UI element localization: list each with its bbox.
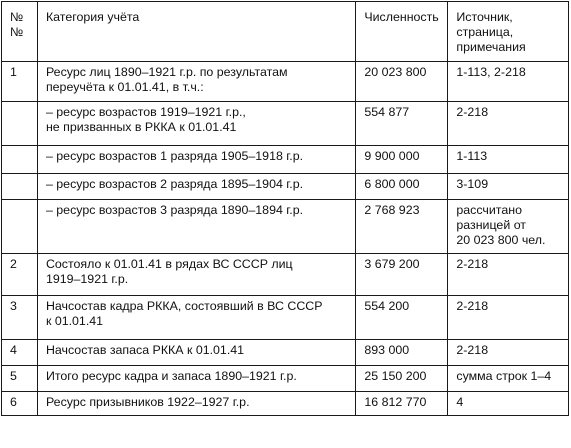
table-row	[2, 102, 569, 146]
cell-num: 4	[2, 340, 38, 366]
cell-source: 2-218	[448, 102, 569, 146]
cell-num	[2, 146, 38, 174]
cell-count: 20 023 800	[356, 62, 448, 102]
cell-source: 1-113, 2-218	[448, 62, 569, 102]
header-source	[448, 2, 569, 62]
cell-source: 2-218	[448, 254, 569, 296]
cell-count: 16 812 770	[356, 392, 448, 416]
table-row	[2, 62, 569, 102]
cell-category-line: Начсостав кадра РККА, состоявший в ВС СССР	[45, 299, 323, 313]
cell-category	[37, 254, 355, 296]
cell-num	[2, 102, 38, 146]
cell-count: 3 679 200	[356, 254, 448, 296]
cell-category-line: к 01.01.41	[45, 314, 104, 328]
cell-category-line: Ресурс лиц 1890–1921 г.р. по результатам	[45, 65, 288, 79]
table-row	[2, 340, 569, 366]
cell-num: 1	[2, 62, 38, 102]
cell-category	[37, 62, 355, 102]
table-row	[2, 174, 569, 200]
cell-count: 25 150 200	[356, 366, 448, 392]
cell-category-line: переучёта к 01.01.41, в т.ч.:	[45, 80, 204, 94]
cell-source-line: разницей от	[456, 218, 526, 232]
cell-source: 3-109	[448, 174, 569, 200]
cell-category-line: 1919–1921 г.р.	[45, 272, 129, 286]
table-row	[2, 146, 569, 174]
header-source-line: страница,	[456, 25, 514, 39]
cell-source: 2-218	[448, 296, 569, 340]
cell-category-line: Состояло к 01.01.41 в рядах ВС СССР лиц	[45, 257, 293, 271]
cell-category	[37, 296, 355, 340]
cell-count: 554 200	[356, 296, 448, 340]
header-source-line: Источник,	[456, 10, 513, 24]
cell-source: сумма строк 1–4	[448, 366, 569, 392]
cell-count: 2 768 923	[356, 200, 448, 254]
cell-category: – ресурс возрастов 2 разряда 1895–1904 г.р.	[37, 174, 355, 200]
cell-category-line: – ресурс возрастов 1919–1921 г.р.,	[45, 105, 246, 119]
header-source-line: примечания	[456, 40, 526, 54]
cell-num: 3	[2, 296, 38, 340]
table-row	[2, 200, 569, 254]
cell-num: 2	[2, 254, 38, 296]
cell-num	[2, 174, 38, 200]
cell-num: 5	[2, 366, 38, 392]
header-category: Категория учёта	[37, 2, 355, 62]
table-row	[2, 254, 569, 296]
cell-num	[2, 200, 38, 254]
header-row	[2, 2, 569, 62]
cell-source: 2-218	[448, 340, 569, 366]
cell-category-line: не призванных в РККА к 01.01.41	[45, 120, 237, 134]
cell-category: Ресурс призывников 1922–1927 г.р.	[37, 392, 355, 416]
cell-source: 4	[448, 392, 569, 416]
cell-source: 1-113	[448, 146, 569, 174]
cell-category	[37, 102, 355, 146]
table-body	[2, 62, 569, 416]
census-table	[1, 1, 569, 416]
cell-num: 6	[2, 392, 38, 416]
cell-source-line: рассчитано	[456, 203, 522, 217]
cell-category: – ресурс возрастов 1 разряда 1905–1918 г.р.	[37, 146, 355, 174]
cell-category: Итого ресурс кадра и запаса 1890–1921 г.р.	[37, 366, 355, 392]
cell-count: 9 900 000	[356, 146, 448, 174]
table-header	[2, 2, 569, 62]
cell-source-line: 20 023 800 чел.	[456, 233, 546, 247]
cell-count: 554 877	[356, 102, 448, 146]
table-row	[2, 392, 569, 416]
table-row	[2, 296, 569, 340]
cell-count: 893 000	[356, 340, 448, 366]
cell-category: – ресурс возрастов 3 разряда 1890–1894 г.р.	[37, 200, 355, 254]
cell-count: 6 800 000	[356, 174, 448, 200]
table-row	[2, 366, 569, 392]
header-count: Численность	[356, 2, 448, 62]
cell-category: Начсостав запаса РККА к 01.01.41	[37, 340, 355, 366]
cell-source	[448, 200, 569, 254]
header-num: №№	[2, 2, 38, 62]
